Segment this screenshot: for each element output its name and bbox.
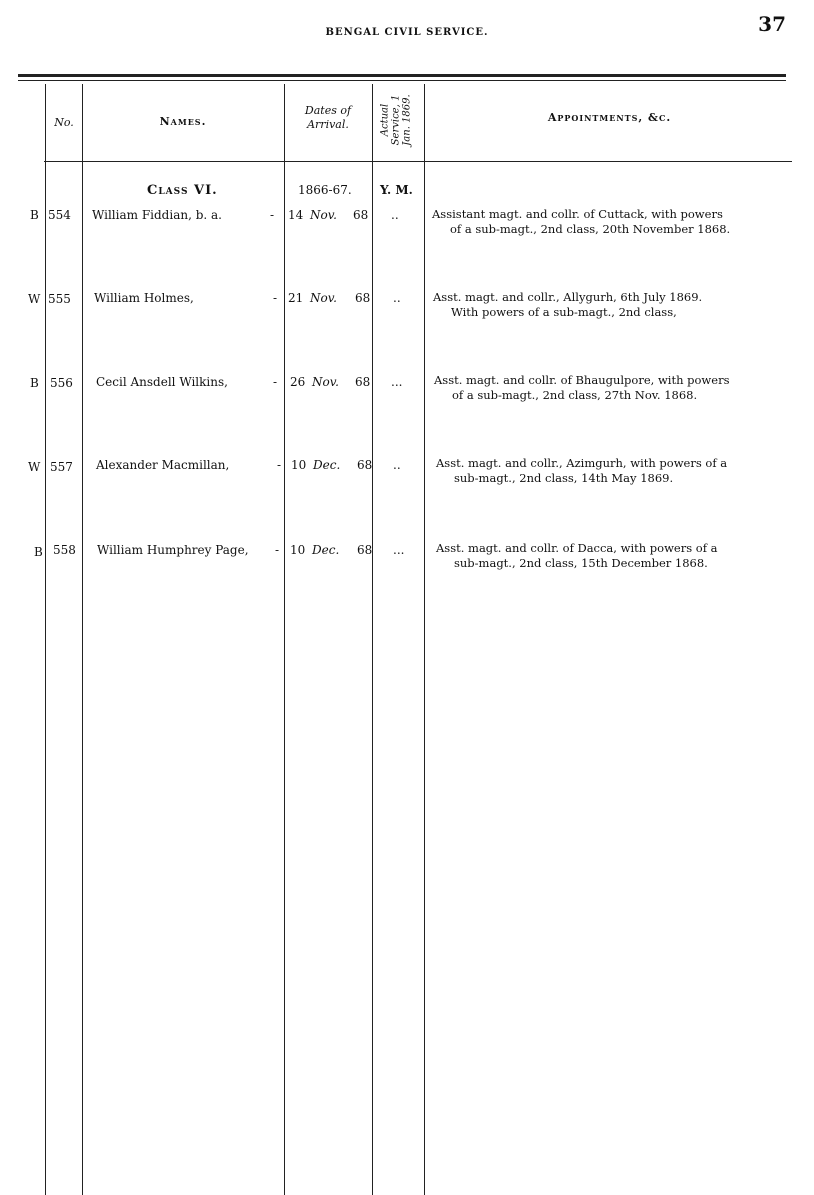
- arrival-month: Dec.: [313, 458, 341, 472]
- name-leader: -: [275, 543, 280, 557]
- column-rule-arrival: [372, 84, 373, 1195]
- arrival-day: 21: [288, 291, 304, 305]
- arrival-month: Nov.: [310, 208, 337, 222]
- appointment-line-2: sub-magt., 2nd class, 14th May 1869.: [454, 471, 674, 485]
- appointment-line-2: of a sub-magt., 2nd class, 27th Nov. 1868.: [452, 388, 698, 402]
- appointment-line-1: Asst. magt. and collr. of Bhaugulpore, with powers: [434, 373, 730, 387]
- column-header-arrival: [285, 104, 371, 132]
- row-number: 554: [48, 208, 71, 222]
- arrival-day: 10: [291, 458, 307, 472]
- appointment-line-1: Asst. magt. and collr., Allygurh, 6th July 1869.: [433, 290, 703, 304]
- arrival-day: 14: [288, 208, 304, 222]
- row-mark: W: [28, 460, 41, 474]
- column-rule-no: [82, 84, 83, 1195]
- row-number: 555: [48, 292, 71, 306]
- row-mark: W: [28, 292, 41, 306]
- appointment-line-2: of a sub-magt., 2nd class, 20th November 1868.: [450, 222, 731, 236]
- row-mark: B: [34, 545, 43, 559]
- arrival-month: Nov.: [312, 375, 339, 389]
- top-rule-thin: [18, 80, 786, 81]
- row-number: 557: [50, 460, 73, 474]
- appointment-line-2: With powers of a sub-magt., 2nd class,: [451, 305, 677, 319]
- appointment-text: [434, 373, 792, 403]
- class-year-range: 1866-67.: [298, 183, 352, 197]
- row-name: William Fiddian, b. a.: [92, 208, 222, 222]
- header-bottom-rule: [44, 161, 792, 162]
- appointment-text: [436, 541, 794, 571]
- service-value: ...: [391, 375, 403, 389]
- service-value: ...: [393, 543, 405, 557]
- service-header-line-3: Jan. 1869.: [401, 94, 413, 146]
- column-header-names: Names.: [159, 115, 207, 128]
- top-rule-thick: [18, 74, 786, 77]
- arrival-day: 10: [290, 543, 306, 557]
- arrival-year: 68: [355, 291, 371, 305]
- arrival-day: 26: [290, 375, 306, 389]
- appointment-line-2: sub-magt., 2nd class, 15th December 1868.: [454, 556, 708, 570]
- arrival-header-line-1: Dates of: [304, 104, 352, 117]
- running-title: BENGAL CIVIL SERVICE.: [325, 27, 489, 38]
- service-header-line-2: Service, 1: [390, 94, 402, 146]
- column-rule-mark: [45, 84, 46, 1195]
- row-name: Alexander Macmillan,: [96, 458, 230, 472]
- row-name: Cecil Ansdell Wilkins,: [96, 375, 228, 389]
- service-value: ..: [393, 291, 401, 305]
- arrival-year: 68: [353, 208, 369, 222]
- service-value: ..: [393, 458, 401, 472]
- appointment-line-1: Asst. magt. and collr., Azimgurh, with powers of a: [436, 456, 728, 470]
- page-number: 37: [758, 12, 786, 36]
- column-header-no: No.: [54, 116, 74, 129]
- row-name: William Holmes,: [94, 291, 194, 305]
- row-name: William Humphrey Page,: [97, 543, 249, 557]
- row-number: 556: [50, 376, 73, 390]
- column-header-service: [368, 84, 424, 156]
- appointment-line-1: Asst. magt. and collr. of Dacca, with powers of a: [436, 541, 718, 555]
- row-number: 558: [53, 543, 76, 557]
- appointment-line-1: Assistant magt. and collr. of Cuttack, with powers: [432, 207, 723, 221]
- service-header-line-1: Actual: [379, 103, 391, 137]
- column-rule-service: [424, 84, 425, 1195]
- row-mark: B: [30, 376, 39, 390]
- name-leader: -: [270, 208, 275, 222]
- service-units: Y. M.: [380, 183, 413, 197]
- name-leader: -: [273, 375, 278, 389]
- arrival-year: 68: [357, 458, 373, 472]
- arrival-month: Nov.: [310, 291, 337, 305]
- column-rule-names: [284, 84, 285, 1195]
- appointment-text: [436, 456, 792, 486]
- name-leader: -: [273, 291, 278, 305]
- arrival-year: 68: [357, 543, 373, 557]
- service-value: ..: [391, 208, 399, 222]
- arrival-year: 68: [355, 375, 371, 389]
- arrival-header-line-2: Arrival.: [307, 118, 349, 131]
- appointment-text: [432, 207, 792, 237]
- name-leader: -: [277, 458, 282, 472]
- class-label: Class VI.: [147, 183, 218, 198]
- appointment-text: [433, 290, 791, 320]
- column-header-appointments: Appointments, &c.: [547, 111, 672, 124]
- row-mark: B: [30, 208, 39, 222]
- arrival-month: Dec.: [312, 543, 340, 557]
